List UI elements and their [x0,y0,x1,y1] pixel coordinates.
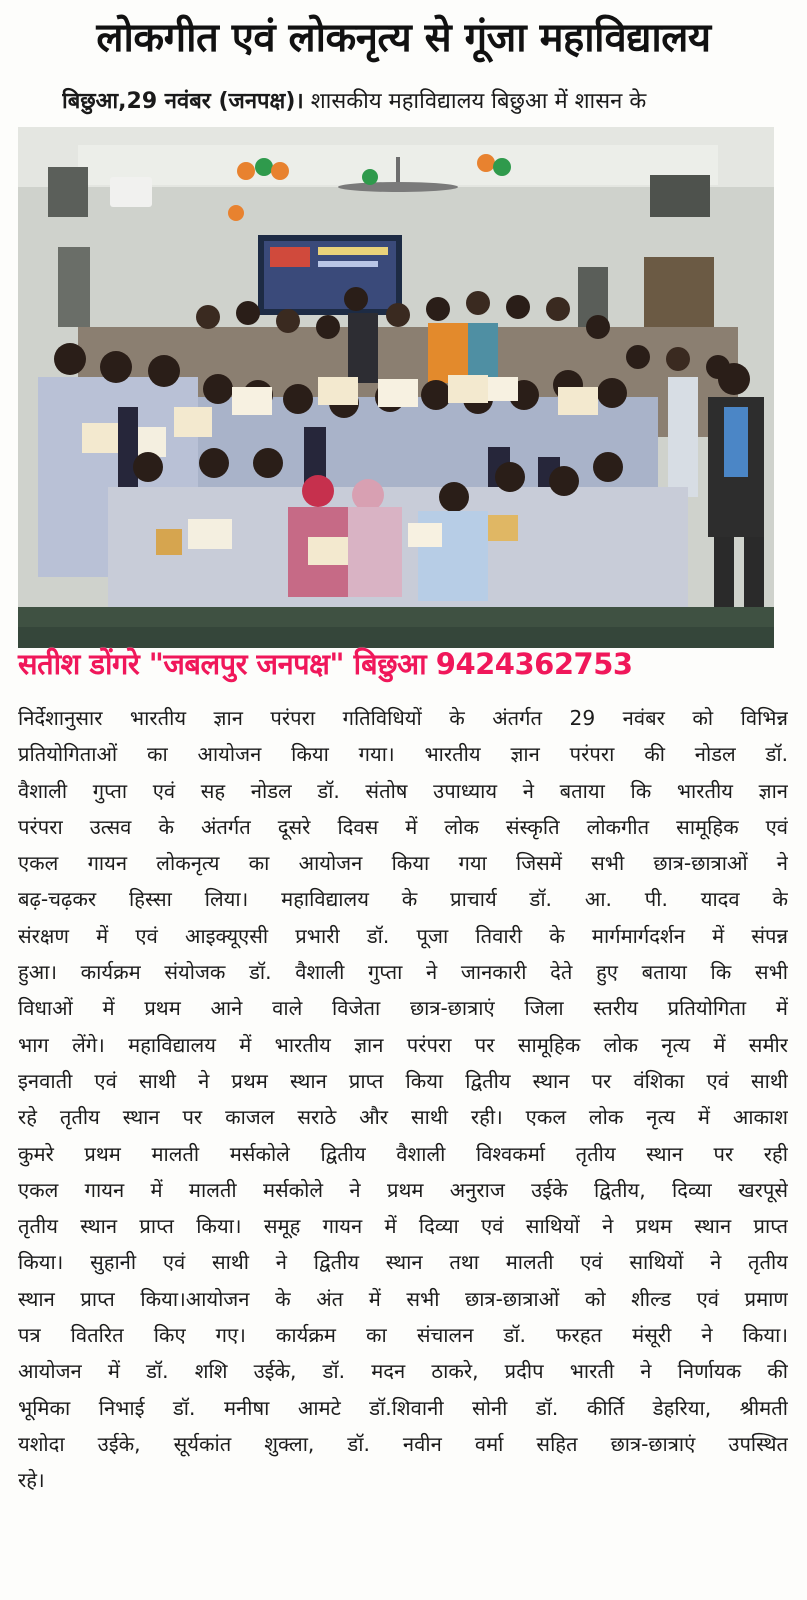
photo-caption: सतीश डोंगरे "जबलपुर जनपक्ष" बिछुआ 9424362753 [18,647,633,681]
body-line: प्रतियोगिताओं का आयोजन किया गया। भारतीय ज्ञान परंपरा की नोडल डॉ. [18,742,788,767]
dateline-place-date: बिछुआ,29 नवंबर (जनपक्ष)। [62,89,304,114]
body-line: किया। सुहानी एवं साथी ने द्वितीय स्थान तथा मालती एवं साथियों ने तृतीय [18,1250,788,1275]
body-line: एकल गायन लोकनृत्य का आयोजन किया गया जिसमें सभी छात्र-छात्राओं ने [18,851,788,876]
body-line: परंपरा उत्सव के अंतर्गत दूसरे दिवस में लोक संस्कृति लोकगीत सामूहिक एवं [18,814,788,839]
body-line: इनवाती एवं साथी ने प्रथम स्थान प्राप्त किया द्वितीय स्थान पर वंशिका एवं साथी [18,1068,788,1093]
body-line: हुआ। कार्यक्रम संयोजक डॉ. वैशाली गुप्ता ने जानकारी देते हुए बताया कि सभी [18,960,788,985]
body-line: रहे तृतीय स्थान पर काजल सराठे और साथी रही। एकल लोक नृत्य में आकाश [18,1105,788,1130]
body-line: स्थान प्राप्त किया।आयोजन के अंत में सभी छात्र-छात्राओं को शील्ड एवं प्रमाण [18,1286,788,1311]
body-line: विधाओं में प्रथम आने वाले विजेता छात्र-छात्राएं जिला स्तरीय प्रतियोगिता में [18,996,788,1021]
headline: लोकगीत एवं लोकनृत्य से गूंजा महाविद्यालय [96,15,711,61]
dateline-lead: शासकीय महाविद्यालय बिछुआ में शासन के [303,89,647,114]
body-line: निर्देशानुसार भारतीय ज्ञान परंपरा गतिविधियों के अंतर्गत 29 नवंबर को विभिन्न [18,706,788,730]
dateline [62,84,802,120]
body-line: तृतीय स्थान प्राप्त किया। समूह गायन में दिव्या एवं साथियों ने प्रथम स्थान प्राप्त [18,1214,788,1239]
group-photo [18,127,774,648]
body-line: भूमिका निभाई डॉ. मनीषा आमटे डॉ.शिवानी सोनी डॉ. कीर्ति डेहरिया, श्रीमती [18,1395,788,1420]
body-line: कुमरे प्रथम मालती मर्सकोले द्वितीय वैशाली विश्वकर्मा तृतीय स्थान पर रही [18,1141,788,1166]
body-line: बढ़-चढ़कर हिस्सा लिया। महाविद्यालय के प्राचार्य डॉ. आ. पी. यादव के [18,887,788,912]
body-line: आयोजन में डॉ. शशि उईके, डॉ. मदन ठाकरे, प्रदीप भारती ने निर्णायक की [18,1359,788,1384]
body-line: वैशाली गुप्ता एवं सह नोडल डॉ. संतोष उपाध्याय ने बताया कि भारतीय ज्ञान [18,778,788,803]
body-line: भाग लेंगे। महाविद्यालय में भारतीय ज्ञान परंपरा पर सामूहिक लोक नृत्य में समीर [18,1032,788,1057]
body-line: पत्र वितरित किए गए। कार्यक्रम का संचालन डॉ. फरहत मंसूरी ने किया। [18,1323,788,1348]
body-line: संरक्षण में एवं आइक्यूएसी प्रभारी डॉ. पूजा तिवारी के मार्गमार्गदर्शन में संपन्न [18,923,788,948]
body-line: यशोदा उईके, सूर्यकांत शुक्ला, डॉ. नवीन वर्मा सहित छात्र-छात्राएं उपस्थित [18,1431,788,1456]
body-line: एकल गायन में मालती मर्सकोले ने प्रथम अनुराज उईके द्वितीय, दिव्या खरपूसे [18,1177,788,1202]
article-body [18,700,788,1499]
projector-screen [258,235,402,315]
body-line: रहे। [18,1468,45,1493]
